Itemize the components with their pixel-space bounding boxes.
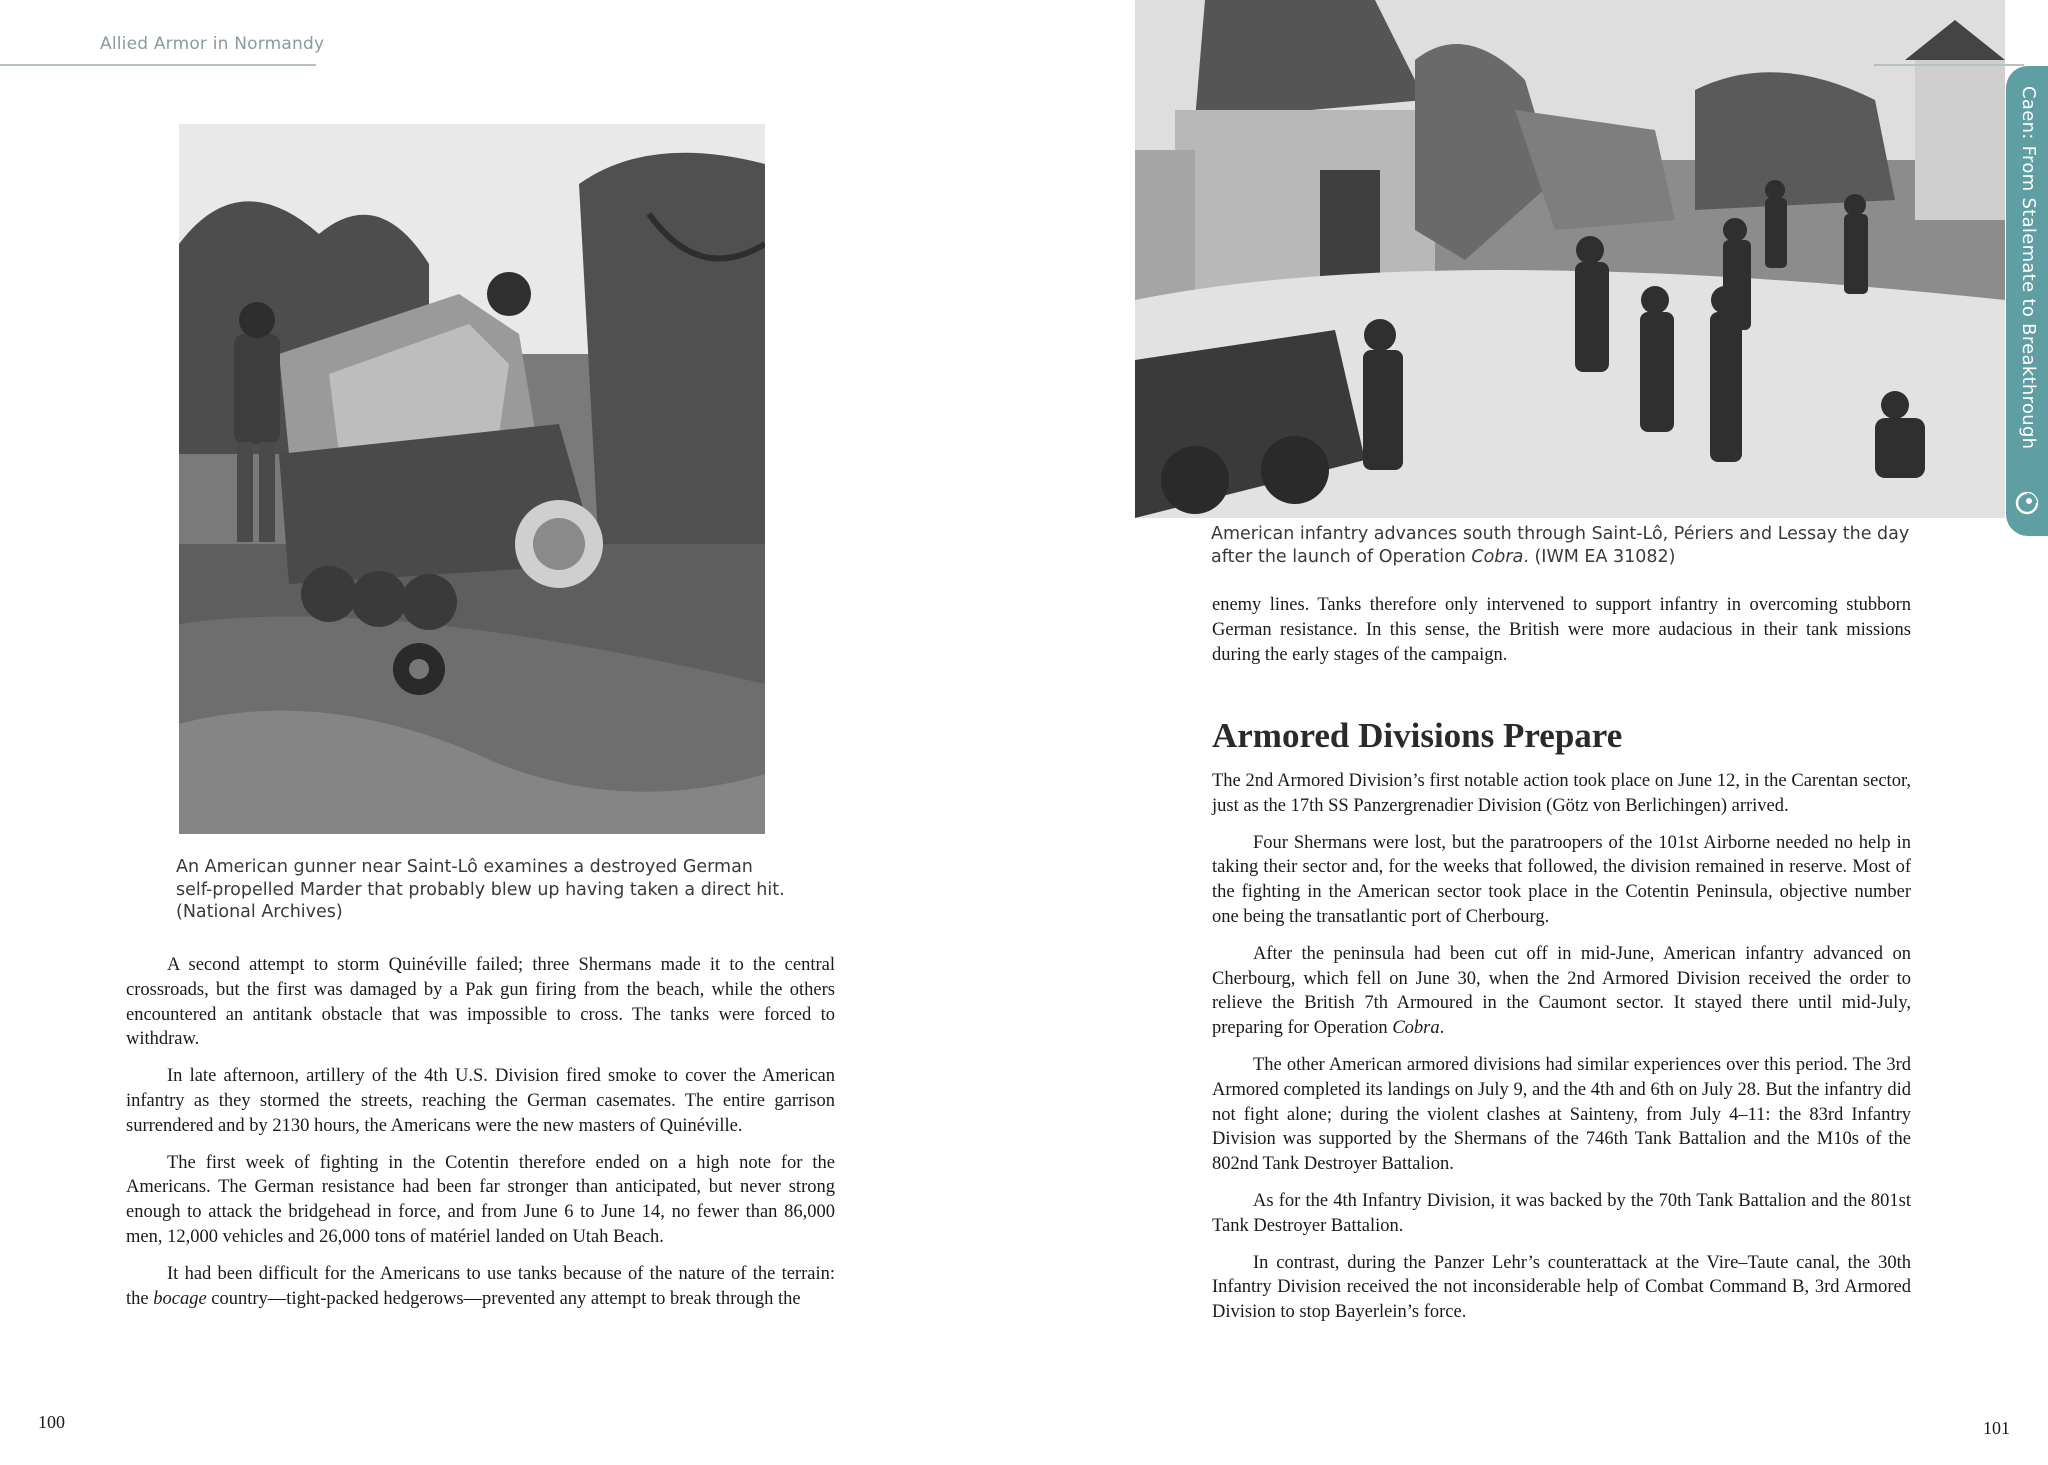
running-head-rule: [1874, 64, 2024, 66]
caption-line: [1211, 546, 1971, 569]
italic-term: bocage: [153, 1288, 207, 1309]
body-paragraph: As for the 4th Infantry Division, it was backed by the 70th Tank Battalion and the 801st Tank Destroyer Battalion.: [1212, 1190, 1911, 1236]
running-head-rule: [0, 64, 316, 66]
photo-caption: [176, 856, 816, 924]
body-paragraph: The first week of fighting in the Cotentin therefore ended on a high note for the Americans. The German resistance had been far stronger than anticipated, but never strong enough to attack the bridgehead in force, and from June 6 to June 14, no fewer than 86,000 men, 12,000 vehicles and 26,000 tons of matériel landed on Utah Beach.: [126, 1152, 835, 1247]
italic-term: Cobra: [1471, 546, 1524, 567]
right-body-text-top: [1212, 593, 1911, 679]
photo-destroyed-marder: [179, 124, 765, 834]
photo-infantry-advance: [1135, 0, 2005, 518]
italic-term: Cobra: [1392, 1018, 1440, 1039]
section-title: Armored Divisions Prepare: [1212, 716, 1623, 755]
body-paragraph: In late afternoon, artillery of the 4th U.S. Division fired smoke to cover the American infantry as they stormed the streets, reaching the German casemates. The entire garrison surrendered and by 2130 hours, the Americans were the new masters of Quinéville.: [126, 1066, 835, 1136]
left-body-text: [126, 953, 835, 1323]
caption-line: American infantry advances south through Saint-Lô, Périers and Lessay the day: [1211, 524, 1910, 544]
body-paragraph: The 2nd Armored Division’s first notable action took place on June 12, in the Carentan sector, just as the 17th SS Panzergrenadier Division (Götz von Berlichingen) arrived.: [1212, 771, 1911, 816]
chapter-side-tab: [2006, 66, 2048, 536]
body-paragraph: A second attempt to storm Quinéville failed; three Shermans made it to the central crossroads, but the first was damaged by a Pak gun firing from the beach, while the others encountered an antitank obstacle that was impossible to cross. The tanks were forced to withdraw.: [126, 955, 835, 1050]
photo-image: [179, 124, 765, 834]
caption-line: (National Archives): [176, 902, 343, 922]
body-paragraph: The other American armored divisions had similar experiences over this period. The 3rd Armored completed its landings on July 9, and the 4th and 6th on July 28. But the infantry did not fight alone; during the violent clashes at Sainteny, from July 4–11: the 83rd Infantry Division was supported by the Shermans of the 746th Tank Battalion and the M10s of the 802nd Tank Destroyer Battalion.: [1212, 1054, 1911, 1175]
page-number: 101: [1983, 1418, 2010, 1438]
chapter-tab-icon: [2014, 490, 2040, 516]
body-paragraph: In contrast, during the Panzer Lehr’s counterattack at the Vire–Taute canal, the 30th Infantry Division received the not inconsiderable help of Combat Command B, 3rd Armored Division to stop Bayerlein’s force.: [1212, 1252, 1911, 1323]
text-run: . (IWM EA 31082): [1523, 546, 1676, 567]
body-paragraph: [1212, 942, 1911, 1041]
text-run: After the peninsula had been cut off in mid-June, American infantry advanced on Cherbourg, which fell on June 30, when the 2nd Armored Division received the order to relieve the British 7th Armoured in the Caumont sector. It stayed there until mid-July, preparing for Operation: [1212, 943, 1911, 1039]
text-run: It had been difficult for the Americans to use tanks because of the nature of the terrain: the: [126, 1263, 835, 1309]
caption-line: self-propelled Marder that probably blew up having taken a direct hit.: [176, 879, 785, 900]
right-page: [1024, 0, 2048, 1465]
chapter-tab-label: Caen: From Stalemate to Breakthrough: [2018, 86, 2039, 450]
caption-line: An American gunner near Saint-Lô examines a destroyed German: [176, 857, 753, 877]
body-paragraph: enemy lines. Tanks therefore only intervened to support infantry in overcoming stubborn German resistance. In this sense, the British were more audacious in their tank missions during the early stages of the campaign.: [1212, 595, 1911, 665]
text-run: after the launch of Operation: [1211, 546, 1472, 567]
running-head: Allied Armor in Normandy: [100, 34, 325, 54]
page-number: 100: [38, 1412, 65, 1432]
body-paragraph: [126, 1262, 835, 1312]
text-run: country—tight-packed hedgerows—prevented any attempt to break through the: [206, 1288, 801, 1309]
body-paragraph: Four Shermans were lost, but the paratroopers of the 101st Airborne needed no help in taking their sector and, for the weeks that followed, the division remained in reserve. Most of the fighting in the American sector took place in the Cotentin Peninsula, objective number one being the transatlantic port of Cherbourg.: [1212, 832, 1911, 927]
photo-image: [1135, 0, 2005, 518]
photo-caption: [1211, 523, 1971, 568]
text-run: .: [1439, 1018, 1445, 1039]
right-body-text: [1212, 769, 1911, 1337]
